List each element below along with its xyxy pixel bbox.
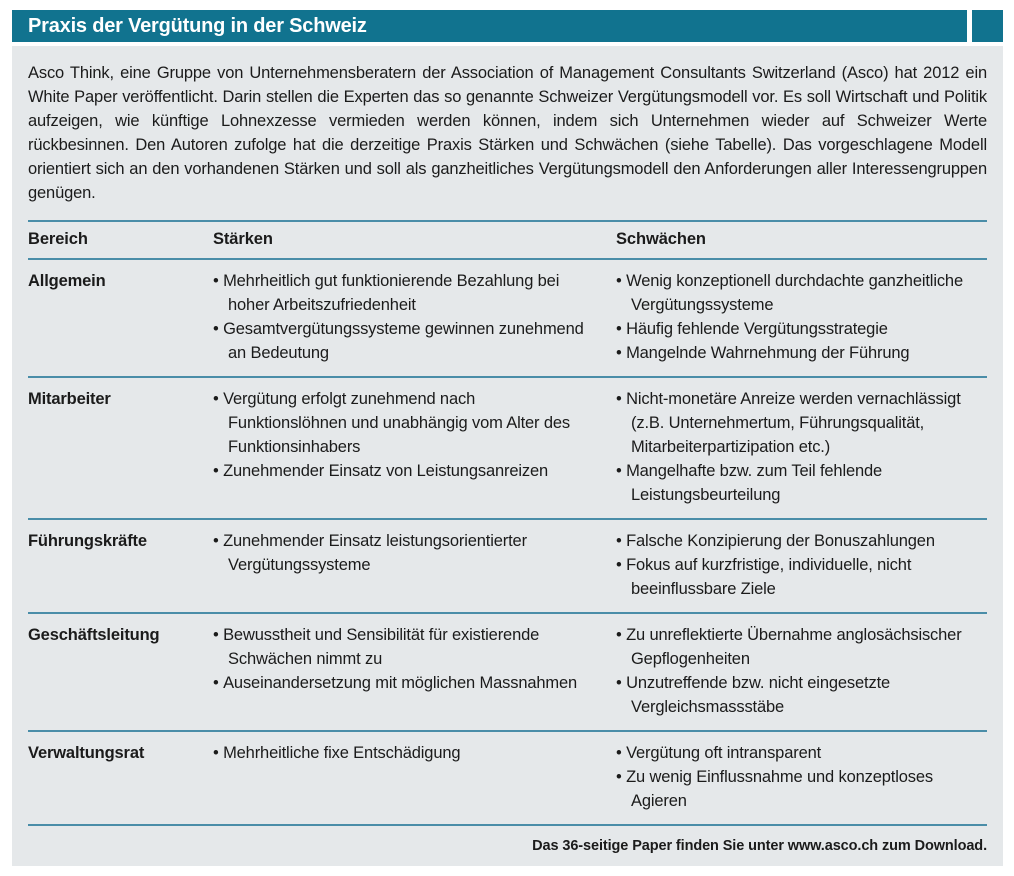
- column-header-staerken: Stärken: [213, 230, 273, 248]
- intro-paragraph: Asco Think, eine Gruppe von Unternehmensberatern der Association of Management Consultants Switzerland (Asco) hat 2012 ein White Paper veröffentlicht. Darin stellen die Experten das so genannte Schweizer Vergütungsmodell vor. Es soll Wirtschaft und Politik aufzeigen, wie künftige Lohnexzesse vermieden werden können, indem sich Unternehmen wieder auf Schweizer Werte rückbesinnen. Den Autoren zufolge hat die derzeitige Praxis Stärken und Schwächen (siehe Tabelle). Das vorgeschlagene Modell orientiert sich an den vorhandenen Stärken und soll als ganzheitliches Vergütungsmodell den Anforderungen aller Interessengruppen genügen.: [28, 64, 987, 202]
- bullet-item: • Fokus auf kurzfristige, individuelle, nicht beeinflussbare Ziele: [616, 553, 969, 601]
- bullet-item: • Mehrheitliche fixe Entschädigung: [213, 741, 598, 765]
- row-label: Allgemein: [28, 272, 106, 290]
- bullet-item: • Vergütung oft intransparent: [616, 741, 969, 765]
- table-row: [28, 520, 987, 614]
- bullet-item: • Zu unreflektierte Übernahme anglosächsischer Gepflogenheiten: [616, 623, 969, 671]
- staerken-list: [213, 269, 616, 365]
- schwaechen-list: [616, 741, 987, 813]
- bullet-item: • Auseinandersetzung mit möglichen Massnahmen: [213, 671, 598, 695]
- footer-note: Das 36-seitige Paper finden Sie unter www.asco.ch zum Download.: [532, 838, 987, 854]
- content-box: [12, 46, 1003, 866]
- strengths-weaknesses-table: [28, 220, 987, 826]
- table-row: [28, 378, 987, 520]
- title-bar-corner-block: [972, 10, 1003, 42]
- title-bar: [12, 10, 1003, 42]
- staerken-list: [213, 529, 616, 601]
- bullet-item: • Vergütung erfolgt zunehmend nach Funktionslöhnen und unabhängig vom Alter des Funktionsinhabers: [213, 387, 598, 459]
- schwaechen-list: [616, 269, 987, 365]
- bullet-item: • Falsche Konzipierung der Bonuszahlungen: [616, 529, 969, 553]
- table-row: [28, 260, 987, 378]
- schwaechen-list: [616, 623, 987, 719]
- row-label: Verwaltungsrat: [28, 744, 145, 762]
- bullet-item: • Unzutreffende bzw. nicht eingesetzte Vergleichsmassstäbe: [616, 671, 969, 719]
- bullet-item: • Häufig fehlende Vergütungsstrategie: [616, 317, 969, 341]
- schwaechen-list: [616, 529, 987, 601]
- staerken-list: [213, 387, 616, 507]
- bullet-item: • Zu wenig Einflussnahme und konzeptloses Agieren: [616, 765, 969, 813]
- column-header-bereich: Bereich: [28, 230, 88, 248]
- row-label: Mitarbeiter: [28, 390, 111, 408]
- table-row: [28, 732, 987, 826]
- bullet-item: • Mangelnde Wahrnehmung der Führung: [616, 341, 969, 365]
- bullet-item: • Wenig konzeptionell durchdachte ganzheitliche Vergütungssysteme: [616, 269, 969, 317]
- column-header-schwaechen: Schwächen: [616, 230, 706, 248]
- table-row: [28, 614, 987, 732]
- page-title: Praxis der Vergütung in der Schweiz: [12, 10, 967, 42]
- bullet-item: • Zunehmender Einsatz leistungsorientierter Vergütungssysteme: [213, 529, 598, 577]
- bullet-item: • Mangelhafte bzw. zum Teil fehlende Leistungsbeurteilung: [616, 459, 969, 507]
- staerken-list: [213, 623, 616, 719]
- staerken-list: [213, 741, 616, 813]
- row-label: Führungskräfte: [28, 532, 147, 550]
- bullet-item: • Bewusstheit und Sensibilität für existierende Schwächen nimmt zu: [213, 623, 598, 671]
- bullet-item: • Gesamtvergütungssysteme gewinnen zunehmend an Bedeutung: [213, 317, 598, 365]
- bullet-item: • Zunehmender Einsatz von Leistungsanreizen: [213, 459, 598, 483]
- table-header-row: [28, 220, 987, 260]
- bullet-item: • Nicht-monetäre Anreize werden vernachlässigt (z.B. Unternehmertum, Führungsqualität, Mitarbeiterpartizipation etc.): [616, 387, 969, 459]
- schwaechen-list: [616, 387, 987, 507]
- row-label: Geschäftsleitung: [28, 626, 160, 644]
- bullet-item: • Mehrheitlich gut funktionierende Bezahlung bei hoher Arbeitszufriedenheit: [213, 269, 598, 317]
- table-body: [28, 260, 987, 826]
